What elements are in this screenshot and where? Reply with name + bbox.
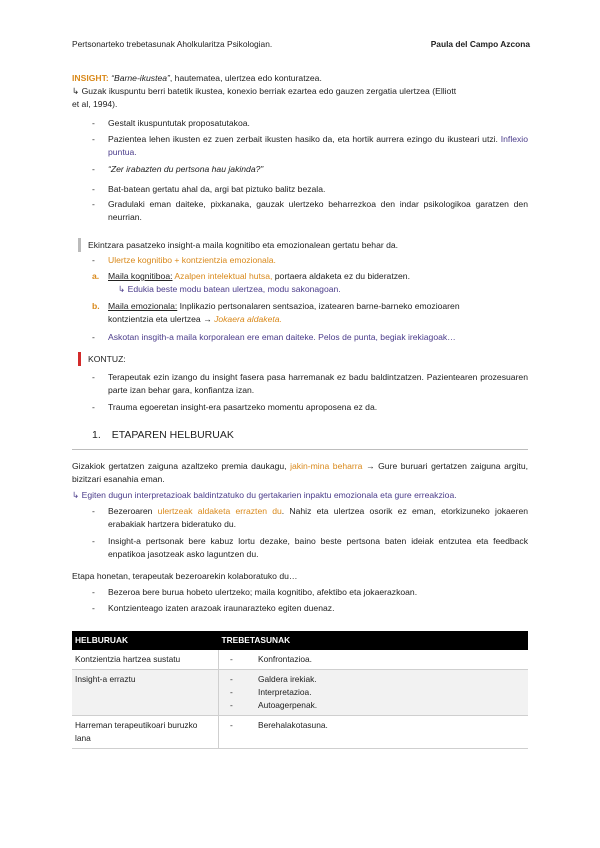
table-cell-goal: Insight-a erraztu bbox=[72, 670, 219, 716]
bullet-dash: - bbox=[92, 332, 95, 342]
table-header-skills: TREBETASUNAK bbox=[219, 631, 529, 650]
insight-arrow-line-2: et al, 1994). bbox=[72, 99, 118, 109]
skill-item: Interpretazioa. bbox=[258, 687, 312, 697]
etapa-b1-b: . Nahiz eta ulertzea osorik ez eman, etorkizuneko jokaeren erabakiak hartzera bideratuko du. bbox=[108, 506, 529, 529]
etapa-p1-c: zaiguna argitu, bizitzari esanahia eman. bbox=[72, 461, 528, 484]
insight-label: INSIGHT: bbox=[72, 73, 109, 83]
header-title: Pertsonarteko trebetasunak Aholkularitza Psikologian. bbox=[72, 39, 273, 49]
kontuz-bullet-1: Terapeutak ezin izango du insight fasera pasa harremanak ez badu baldintzatzen. Pazientearen prozesuaren parte izan behar gara, konfiantza izan. bbox=[108, 372, 528, 395]
warning-bar bbox=[78, 352, 81, 366]
etapa-arrow-line: ↳ Egiten dugun interpretazioak baldintzatuko du gertakarien inpaktu emozionala eta gure erreakzioa. bbox=[72, 490, 457, 500]
table-row bbox=[72, 716, 528, 749]
bullet-dash: - bbox=[92, 536, 95, 546]
table-header-row bbox=[72, 631, 528, 650]
insight-definition bbox=[72, 72, 528, 85]
bullet-dash: - bbox=[230, 654, 233, 664]
ekintza-item-b-line-2 bbox=[108, 313, 528, 326]
table-cell-goal: Kontzientzia hartzea sustatu bbox=[72, 650, 219, 670]
etapa-b1-highlight: ulertzeak aldaketa errazten du bbox=[157, 506, 282, 516]
bullet-dash: - bbox=[92, 372, 95, 382]
etapa-b1-a: Bezeroaren bbox=[108, 506, 153, 516]
table-row bbox=[72, 650, 528, 670]
section-heading bbox=[92, 429, 234, 442]
bullet-dash: - bbox=[92, 402, 95, 412]
item-a-title: Maila kognitiboa: bbox=[108, 271, 173, 281]
insight-bullet-2 bbox=[108, 133, 528, 159]
insight-bullet-1: Gestalt ikuspuntutak proposatutakoa. bbox=[108, 118, 250, 128]
page-header bbox=[72, 38, 530, 51]
insight-arrow-line-1: ↳ Guzak ikuspuntu berri batetik ikustea, konexio berriak ezartea edo gauzen zergatia ulertzea (Elliott bbox=[72, 86, 457, 96]
etapa-paragraph-2: Etapa honetan, terapeutak bezeroarekin kolaboratuko du… bbox=[72, 571, 298, 581]
bullet-dash: - bbox=[92, 587, 95, 597]
item-b-title: Maila emozionala: bbox=[108, 301, 178, 311]
insight-bullet-5: Gradulaki eman daiteke, pixkanaka, gauzak ulertzeko beharrezkoa den indar psikologikoa garatzen den neurrian. bbox=[108, 199, 528, 222]
bullet-dash: - bbox=[92, 118, 95, 128]
item-b-highlight: Jokaera aldaketa. bbox=[214, 314, 282, 324]
ekintza-bullet-2: Askotan insgith-a maila korporalean ere eman daiteke. Pelos de punta, begiak irekiagoak… bbox=[108, 332, 456, 342]
bullet-dash: - bbox=[92, 255, 95, 265]
bullet-dash: - bbox=[230, 674, 233, 684]
table-header-goals: HELBURUAK bbox=[72, 631, 219, 650]
insight-bullet-2-highlight: Inflexio puntua. bbox=[108, 134, 528, 157]
goals-skills-table bbox=[72, 631, 528, 749]
insight-term: “Barne-ikustea” bbox=[111, 73, 170, 83]
kontuz-bullet-2: Trauma egoeretan insight-era pasartzeko momentu aproposena ez da. bbox=[108, 402, 378, 412]
insight-bullet-4: Bat-batean gertatu ahal da, argi bat piztuko balitz bezala. bbox=[108, 184, 326, 194]
etapa-p1-highlight: jakin-mina beharra bbox=[290, 461, 363, 471]
bullet-dash: - bbox=[230, 720, 233, 730]
kontuz-label: KONTUZ: bbox=[88, 354, 126, 364]
etapa-collab-2: Kontzienteago izaten arazoak iraunarazteko egiten duenaz. bbox=[108, 603, 335, 613]
bullet-dash: - bbox=[92, 506, 95, 516]
header-author: Paula del Campo Azcona bbox=[430, 39, 530, 49]
table-cell-skills bbox=[219, 716, 529, 749]
item-a-sub: ↳ Edukia beste modu batean ulertzea, modu sakonagoan. bbox=[118, 284, 341, 294]
item-b-text-1: Inplikazio pertsonalaren sentsazioa, izatearen barne-barneko emozioaren bbox=[179, 301, 460, 311]
insight-bullet-3: “Zer irabazten du pertsona hau jakinda?” bbox=[108, 164, 264, 174]
etapa-bullet-1 bbox=[108, 505, 528, 531]
quote-bar bbox=[78, 238, 81, 252]
item-a-text: portaera aldaketa ez du bideratzen. bbox=[274, 271, 410, 281]
etapa-bullet-2: Insight-a pertsonak bere kabuz lortu dezake, baino beste pertsona baten ideiak entzutea eta feedback enpatikoa jasotzeak asko laguntzen du. bbox=[108, 536, 528, 559]
etapa-paragraph-1 bbox=[72, 460, 528, 486]
bullet-dash: - bbox=[92, 134, 95, 144]
list-label-a: a. bbox=[92, 271, 100, 281]
ekintza-item-b-line-1 bbox=[108, 300, 530, 313]
bullet-dash: - bbox=[230, 687, 233, 697]
list-label-b: b. bbox=[92, 301, 100, 311]
ekintza-item-a bbox=[108, 270, 528, 283]
insight-def: , hautematea, ulertzea edo konturatzea. bbox=[169, 73, 322, 83]
item-b-text-2: kontzientzia eta ulertzea → bbox=[108, 314, 212, 324]
skill-item: Berehalakotasuna. bbox=[258, 720, 328, 730]
section-divider bbox=[72, 449, 528, 450]
bullet-dash: - bbox=[92, 199, 95, 209]
bullet-dash: - bbox=[92, 603, 95, 613]
section-number: 1. bbox=[92, 429, 101, 441]
bullet-dash: - bbox=[92, 184, 95, 194]
insight-bullet-2-text: Pazientea lehen ikusten ez zuen zerbait ikusten hasiko da, eta hortik aurrera ezingo du ikusteari utzi. bbox=[108, 134, 498, 144]
table-row bbox=[72, 670, 528, 716]
skill-item: Autoagerpenak. bbox=[258, 700, 318, 710]
etapa-p1-b: → Gure buruari gertatzen bbox=[365, 461, 467, 471]
table-cell-skills bbox=[219, 670, 529, 716]
item-a-highlight: Azalpen intelektual hutsa, bbox=[174, 271, 273, 281]
etapa-p1-a: Gizakiok gertatzen zaiguna azaltzeko premia daukagu, bbox=[72, 461, 287, 471]
ekintza-bullet-1: Ulertze kognitibo + kontzientzia emozionala. bbox=[108, 255, 276, 265]
bullet-dash: - bbox=[92, 164, 95, 174]
skill-item: Galdera irekiak. bbox=[258, 674, 317, 684]
ekintza-intro: Ekintzara pasatzeko insight-a maila kognitibo eta emozionalean gertatu behar da. bbox=[88, 240, 399, 250]
table-cell-goal: Harreman terapeutikoari buruzko lana bbox=[72, 716, 219, 749]
skill-item: Konfrontazioa. bbox=[258, 654, 313, 664]
bullet-dash: - bbox=[230, 700, 233, 710]
etapa-collab-1: Bezeroa bere burua hobeto ulertzeko; maila kognitibo, afektibo eta jokaerazkoan. bbox=[108, 587, 418, 597]
table-cell-skills bbox=[219, 650, 529, 670]
section-title: ETAPAREN HELBURUAK bbox=[111, 429, 234, 441]
